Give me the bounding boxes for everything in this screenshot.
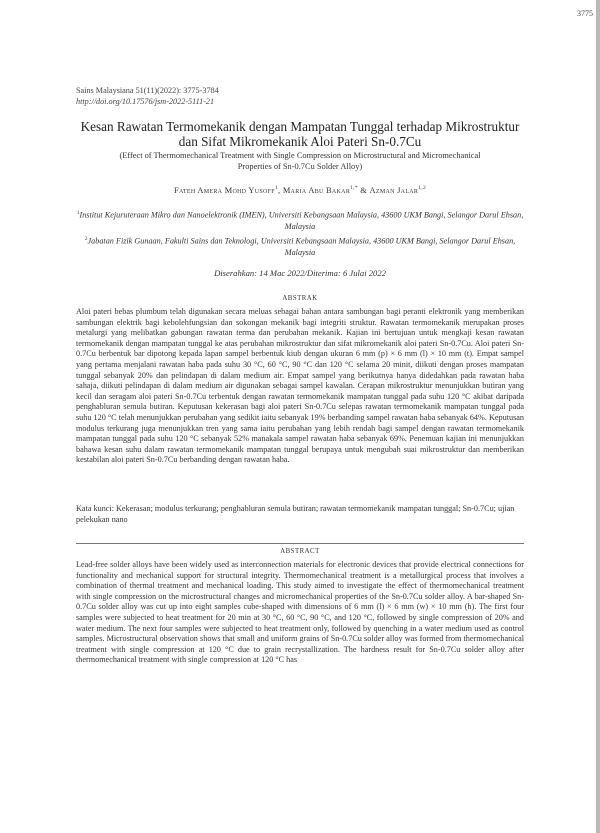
title-malay-line-1: Kesan Rawatan Termomekanik dengan Mampatan Tunggal terhadap Mikrostruktur (80, 119, 520, 134)
author-2: Maria Abu Bakar (282, 185, 351, 195)
journal-citation: Sains Malaysiana 51(11)(2022): 3775-3784 (76, 86, 219, 95)
section-divider (76, 543, 524, 544)
page-number: 3775 (577, 9, 593, 18)
affiliation-1-text: Institut Kejuruteraan Mikro dan Nanoelektronik (IMEN), Universiti Kebangsaan Malaysia, 43600 UKM Bangi, Selangor Darul Ehsan, Malaysia (79, 210, 524, 232)
author-separator-1: , (278, 185, 283, 195)
abstract-text: Lead-free solder alloys have been widely used as interconnection materials for electronic devices that provide electrical connections for functionality and mechanical support for structural integrity. Thermomechanical treatment is a metallurgical process that involves a combination of thermal treatment and mechanical loading. This study aimed to investigate the effect of thermomechanical treatment with single compression on the microstructural changes and micromechanical properties of the Sn-0.7Cu solder alloy. A bar-shaped Sn-0.7Cu solder alloy was cut up into eight samples cube-shaped with dimensions of 6 mm (l) × 6 mm (w) × 10 mm (h). The first four samples were subjected to heat treatment for 20 min at 30 °C, 60 °C, 90 °C, and 120 °C, followed by single compression of 20% and water medium. The next four samples were subjected to heat treatment only, followed by quenching in a water medium used as control samples. Microstructural observation shows that small and uniform grains of Sn-0.7Cu solder alloy was formed from thermomechanical treatment with single compression at 120 °C due to grain recrystallization. The hardness result for Sn-0.7Cu solder alloy after thermomechanical treatment with single compression at 120 °C has (76, 560, 524, 665)
author-1: Fateh Amera Mohd Yusoff (174, 185, 275, 195)
author-3-affiliation-mark: 1,2 (418, 185, 426, 191)
author-separator-2: & (357, 185, 370, 195)
author-list (60, 185, 540, 195)
submission-dates: Diserahkan: 14 Mac 2022/Diterima: 6 Julai 2022 (214, 268, 386, 278)
title-block (60, 119, 540, 172)
page-edge-strip (596, 0, 600, 833)
title-english-line-1: (Effect of Thermomechanical Treatment with Single Compression on Microstructural and Micromechanical (119, 151, 481, 160)
affiliation-1-number: 1 (76, 210, 80, 216)
abstract-heading: ABSTRACT (280, 548, 320, 555)
affiliations (76, 208, 524, 259)
author-2-affiliation-mark: 1,* (350, 185, 358, 191)
journal-doi[interactable]: http://doi.org/10.17576/jsm-2022-5111-21 (76, 97, 215, 106)
abstrak-heading: ABSTRAK (282, 295, 318, 302)
abstrak-text: Aloi pateri bebas plumbum telah digunakan secara meluas sebagai bahan antara sambungan bagi peranti elektronik yang memberikan sambungan elektrik bagi kebolehfungsian dan sokongan mekanik bagi integriti struktur. Rawatan termomekanik merupakan proses metalurgi yang melibatkan gabungan rawatan terma dan perubahan mekanik. Kajian ini bertujuan untuk mengkaji kesan rawatan termomekanik dengan mampatan tunggal ke atas perubahan mikrostruktur dan sifat mikromekanik aloi pateri Sn-0.7Cu. Aloi pateri Sn-0.7Cu berbentuk bar dipotong kepada lapan sampel berbentuk kiub dengan ukuran 6 mm (p) × 6 mm (l) × 10 mm (t). Empat sampel yang pertama menjalani rawatan haba pada suhu 30 °C, 60 °C, 90 °C dan 120 °C selama 20 minit, diikuti dengan proses mampatan tunggal sebanyak 20% dan pelindapan di dalam medium air. Empat sampel yang berikutnya hanya didedahkan pada rawatan haba sahaja, diikuti pelindapan di dalam medium air digunakan sebagai sampel kawalan. Cerapan mikrostruktur menunjukkan butiran yang kecil dan seragam aloi pateri Sn-0.7Cu terbentuk dengan rawatan termomekanik mampatan tunggal pada suhu 120 °C akibat daripada penghabluran semula butiran. Keputusan kekerasan bagi aloi pateri Sn-0.7Cu selepas rawatan termomekanik mampatan tunggal pada suhu 120 °C telah menunjukkan perubahan yang sedikit iaitu sebanyak 19% berbanding sampel rawatan haba sebanyak 64%. Keputusan modulus terkurang juga menunjukkan tren yang sama iaitu perubahan yang lebih rendah bagi sampel dengan rawatan termomekanik mampatan tunggal pada suhu 120 °C sebanyak 52% manakala sampel rawatan haba sebanyak 69%. Penemuan kajian ini menunjukkan bahawa kesan suhu dalam rawatan termomekanik mampatan tunggal berupaya untuk mengubah suai mikrostruktur dan memberikan kestabilan aloi pateri Sn-0.7Cu berbanding dengan rawatan haba. (76, 307, 524, 465)
title-english-line-2: Properties of Sn-0.7Cu Solder Alloy) (237, 162, 363, 171)
author-1-affiliation-mark: 1 (274, 185, 279, 191)
keywords: Kata kunci: Kekerasan; modulus terkurang; penghabluran semula butiran; rawatan termomekanik mampatan tunggal; Sn-0.7Cu; ujian pelekukan nano (76, 504, 515, 524)
affiliation-1 (76, 208, 524, 233)
title-malay-line-2: dan Sifat Mikromekanik Aloi Pateri Sn-0.7Cu (178, 134, 422, 149)
author-3: Azman Jalar (369, 185, 419, 195)
affiliation-2-text: Jabatan Fizik Gunaan, Fakulti Sains dan Teknologi, Universiti Kebangsaan Malaysia, 43600 UKM Bangi, Selangor Darul Ehsan, Malaysia (87, 236, 516, 257)
affiliation-2-number: 2 (84, 235, 88, 242)
affiliation-2 (76, 234, 524, 259)
title-english (60, 150, 540, 172)
journal-info (76, 85, 219, 107)
